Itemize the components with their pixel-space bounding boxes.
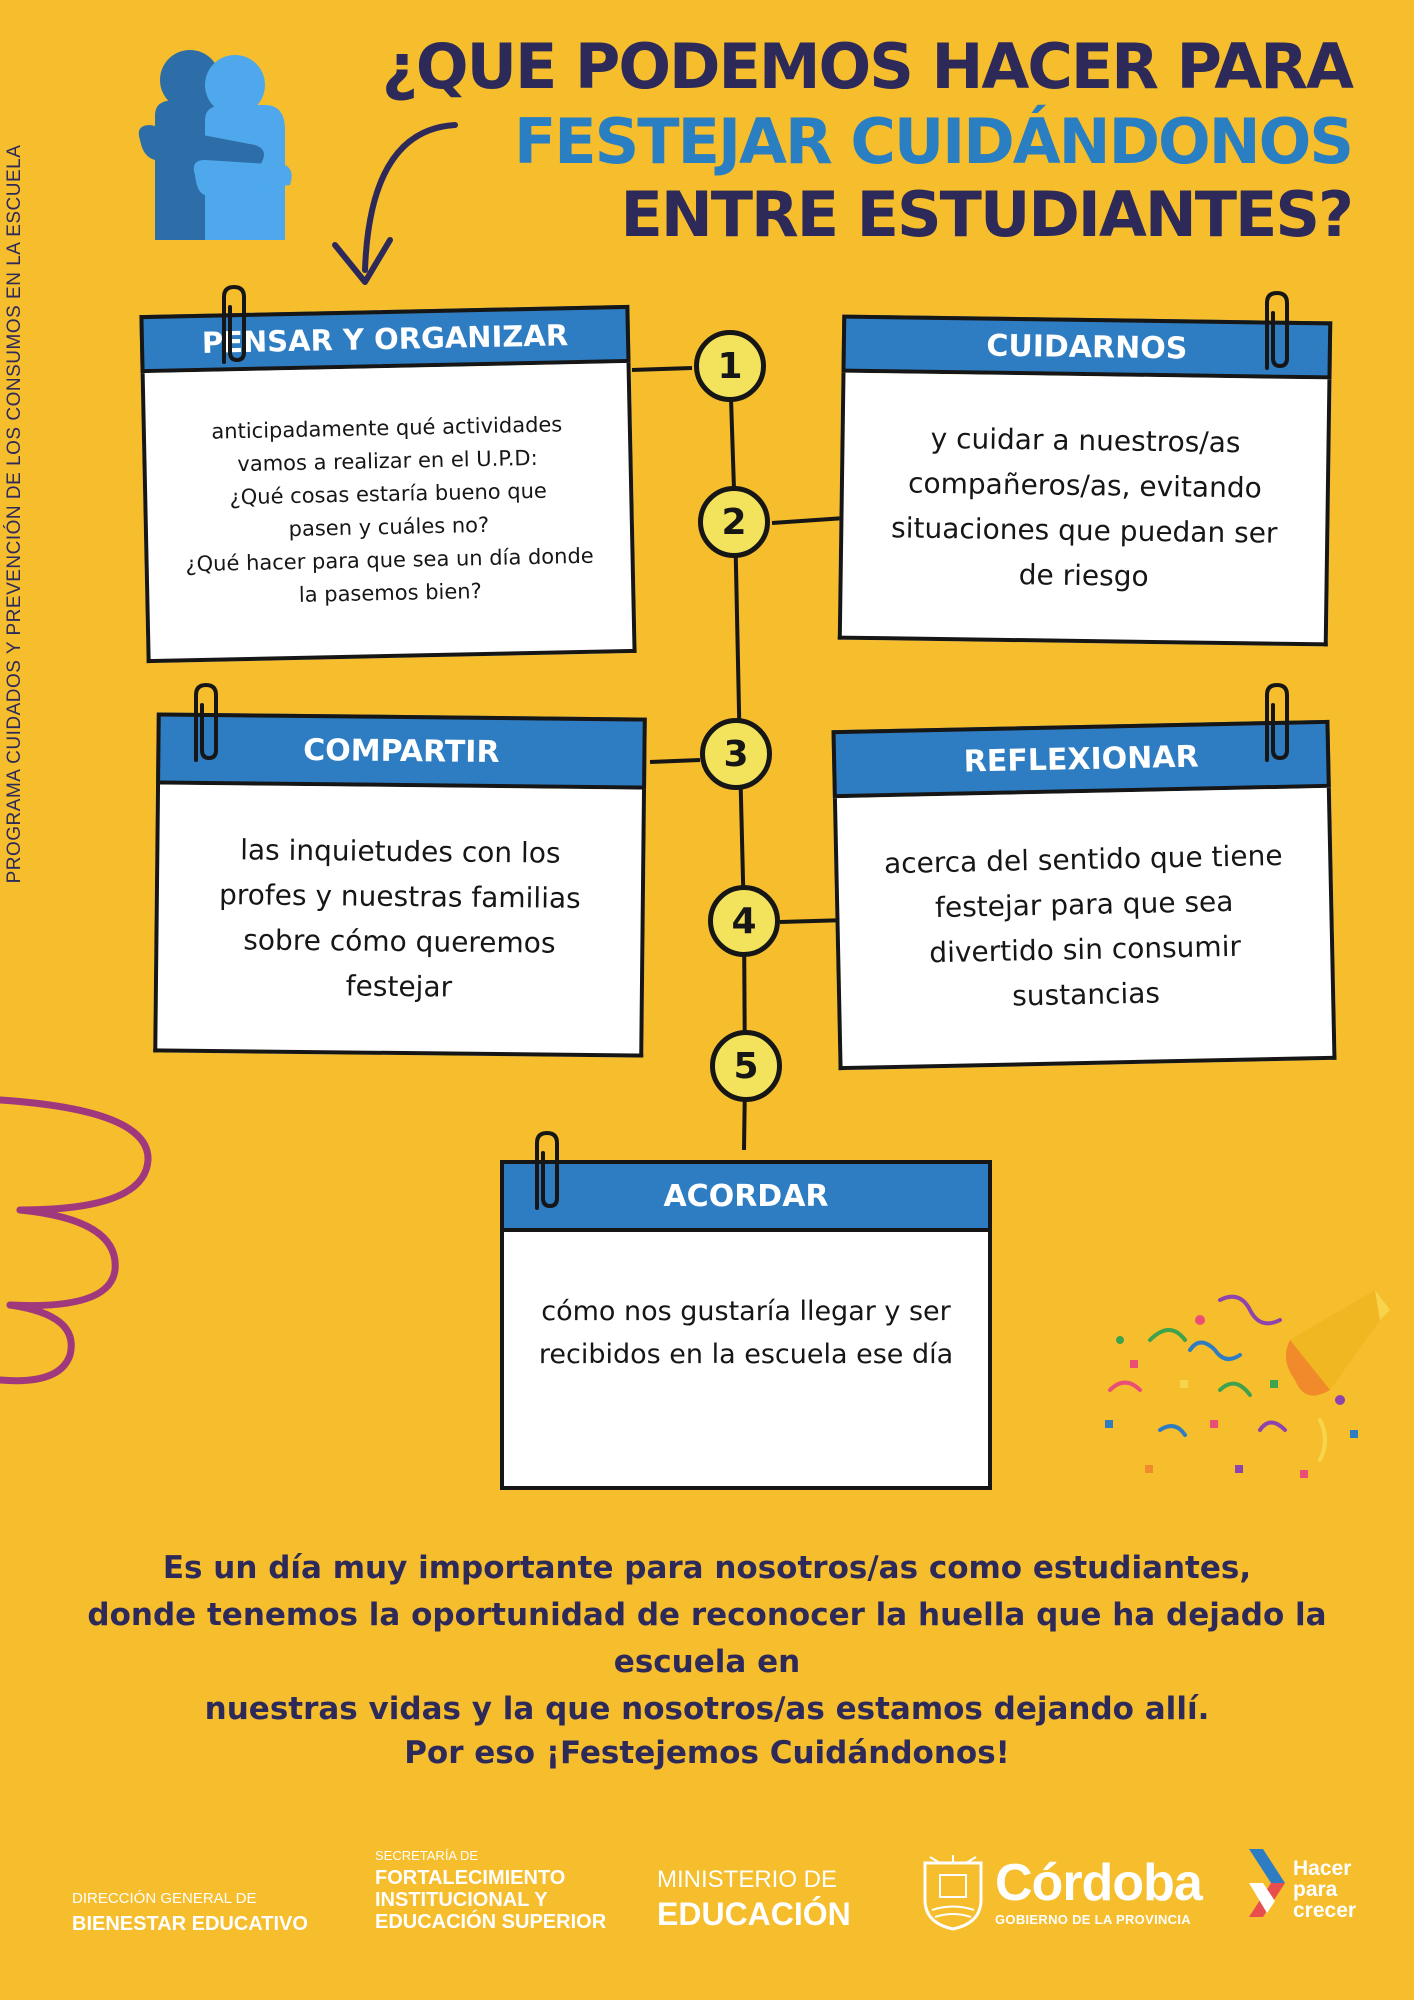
card-compartir-line: profes y nuestras familias (218, 878, 581, 915)
closing-line-1: Es un día muy importante para nosotros/as como estudiantes, (162, 1550, 1252, 1586)
step-2: 2 (698, 486, 770, 558)
card-cuidarnos-body (838, 373, 1332, 647)
card-cuidarnos-title: CUIDARNOS (841, 315, 1332, 380)
cordoba-shield-icon (920, 1855, 986, 1931)
logo-ministerio (657, 1866, 851, 1933)
card-compartir-line: sobre cómo queremos (243, 923, 556, 960)
logo-secretaria-bold-1: FORTALECIMIENTO (375, 1867, 566, 1889)
logo-cordoba (995, 1856, 1202, 1927)
logo-ministerio-small: MINISTERIO DE (657, 1866, 838, 1893)
card-acordar-line: recibidos en la escuela ese día (538, 1339, 954, 1370)
logo-dgbe-small: DIRECCIÓN GENERAL DE (72, 1890, 257, 1907)
step-5: 5 (710, 1030, 782, 1102)
logo-hacer-para-crecer (1293, 1858, 1356, 1921)
logo-hacer-1: Hacer (1293, 1857, 1352, 1880)
card-reflexionar-line: divertido sin consumir (929, 929, 1242, 970)
logo-cordoba-sub: GOBIERNO DE LA PROVINCIA (995, 1912, 1191, 1927)
closing-line-2: donde tenemos la oportunidad de reconocer la huella que ha dejado la escuela en (87, 1597, 1327, 1680)
card-reflexionar-line: acerca del sentido que tiene (883, 838, 1283, 881)
card-reflexionar (831, 720, 1336, 1070)
paperclip-icon (212, 282, 252, 372)
card-pensar-line: la pasemos bien? (298, 579, 482, 607)
card-pensar-line: ¿Qué hacer para que sea un día donde (185, 543, 594, 577)
card-compartir-body (153, 784, 646, 1057)
logo-secretaria (375, 1848, 606, 1933)
program-side-label: PROGRAMA CUIDADOS Y PREVENCIÓN DE LOS CONSUMOS EN LA ESCUELA (4, 144, 25, 884)
logo-hacer-3: crecer (1293, 1899, 1357, 1922)
card-cuidarnos-line: compañeros/as, evitando (907, 466, 1262, 504)
logo-dgbe (72, 1890, 308, 1935)
party-popper-icon (1090, 1280, 1390, 1510)
logo-ministerio-bold: EDUCACIÓN (657, 1896, 851, 1932)
card-compartir-line: festejar (345, 969, 453, 1004)
closing-message (30, 1545, 1384, 1733)
card-compartir (153, 712, 647, 1057)
title-line-1: ¿QUE PODEMOS HACER PARA (381, 30, 1352, 103)
logo-dgbe-bold: BIENESTAR EDUCATIVO (72, 1913, 308, 1935)
card-reflexionar-body (833, 788, 1337, 1070)
card-reflexionar-line: festejar para que sea (934, 884, 1234, 925)
paperclip-icon (525, 1128, 565, 1218)
card-pensar-line: ¿Qué cosas estaría bueno que (229, 478, 548, 510)
paperclip-icon (1255, 288, 1295, 378)
card-pensar-line: anticipadamente qué actividades (211, 412, 563, 444)
card-acordar-body (500, 1232, 992, 1490)
card-pensar-line: vamos a realizar en el U.P.D: (237, 445, 538, 477)
paperclip-icon (184, 680, 224, 770)
step-3: 3 (700, 718, 772, 790)
card-acordar-line: cómo nos gustaría llegar y ser (541, 1296, 951, 1327)
title-line-2: FESTEJAR CUIDÁNDONOS (513, 105, 1352, 178)
card-reflexionar-line: sustancias (1011, 976, 1161, 1013)
step-4: 4 (708, 885, 780, 957)
card-cuidarnos-line: de riesgo (1018, 557, 1149, 593)
card-compartir-line: las inquietudes con los (239, 833, 561, 870)
card-cuidarnos-line: y cuidar a nuestros/as (930, 421, 1241, 459)
logo-secretaria-bold-3: EDUCACIÓN SUPERIOR (375, 1911, 607, 1933)
card-compartir-title: COMPARTIR (156, 712, 647, 789)
card-acordar (500, 1160, 992, 1490)
closing-line-3: nuestras vidas y la que nosotros/as estamos dejando allí. (204, 1691, 1210, 1727)
logo-cordoba-name: Córdoba (995, 1854, 1202, 1912)
card-pensar-title: PENSAR Y ORGANIZAR (139, 305, 630, 373)
logo-secretaria-small: SECRETARÍA DE (375, 1848, 479, 1863)
spiral-decoration (0, 1080, 170, 1410)
hacer-para-crecer-icon (1245, 1845, 1289, 1921)
card-pensar-line: pasen y cuáles no? (288, 512, 490, 542)
closing-final-message: Por eso ¡Festejemos Cuidándonos! (404, 1735, 1010, 1771)
logo-hacer-2: para (1293, 1878, 1338, 1901)
title-line-3: ENTRE ESTUDIANTES? (620, 178, 1352, 251)
card-pensar-body (141, 363, 637, 663)
paperclip-icon (1255, 680, 1295, 770)
logo-secretaria-bold-2: INSTITUCIONAL Y (375, 1889, 548, 1911)
card-reflexionar-title: REFLEXIONAR (831, 720, 1330, 798)
card-cuidarnos-line: situaciones que puedan ser (890, 510, 1278, 550)
step-1: 1 (694, 330, 766, 402)
card-acordar-title: ACORDAR (500, 1160, 992, 1232)
